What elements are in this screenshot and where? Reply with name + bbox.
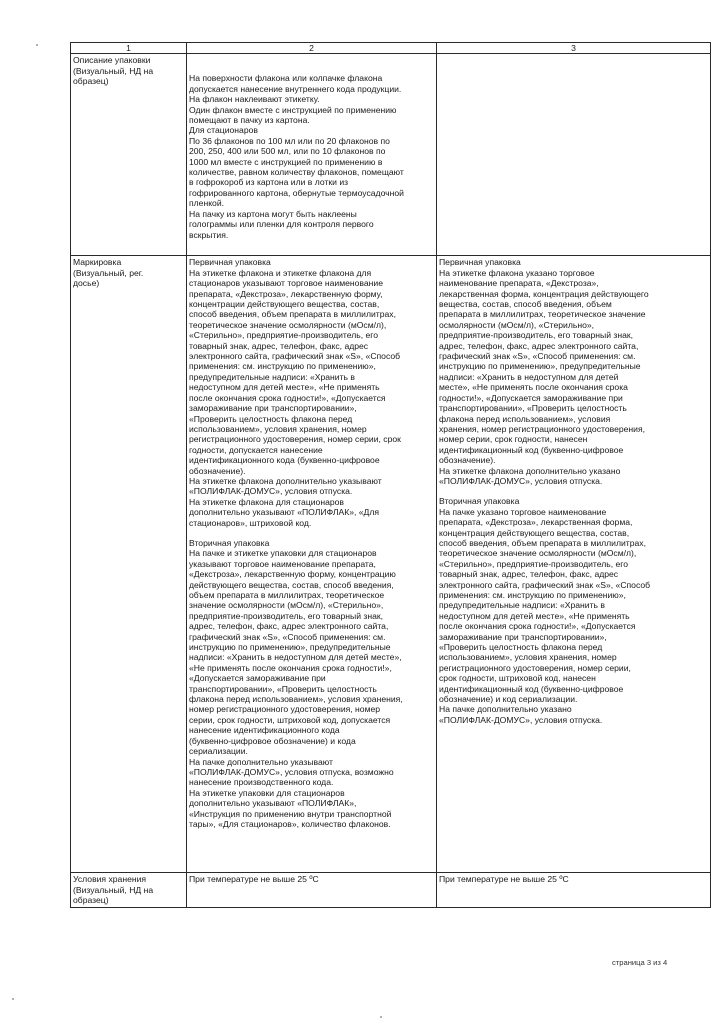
table-row-marking [71, 256, 711, 873]
text-line: указывают торговое наименование препарата, [189, 558, 376, 569]
text-line: На пачку из картона могут быть наклеены [189, 208, 357, 219]
text-line: На пачке дополнительно указывают [189, 756, 333, 767]
text-line: стационаров», штриховой код. [189, 517, 312, 528]
text-line: Вторичная упаковка [189, 537, 270, 548]
text-line: лекарственная форма, концентрация действующего [439, 288, 649, 299]
text-line: адрес, телефон, факс, адрес электронного сайта, [439, 340, 639, 351]
text-line: замораживание при транспортировании», [439, 631, 607, 642]
text-line: замораживание при транспортировании», [189, 403, 357, 414]
text-line: «Декстроза», лекарственную форму, концентрацию [189, 569, 396, 580]
text-line: образец) [73, 76, 109, 87]
text-line: надписи: «Хранить в недоступном для детей месте», [189, 652, 402, 663]
text-line: обозначение). [439, 455, 496, 466]
text-line: «Проверить целостность флакона перед [189, 413, 353, 424]
text-line: (Визуальный, рег. [73, 267, 144, 278]
page-number: страница 3 из 4 [612, 958, 668, 967]
text-line: электронного сайта, графический знак «S», «Способ [439, 579, 651, 590]
text-line: электронного сайта, графический знак «S», «Способ [189, 351, 401, 362]
text-line: обозначение). [189, 465, 246, 476]
text-line: наименование препарата, «Декстроза», [439, 278, 599, 289]
text-line: предприятие-производитель, его товарный знак, [189, 610, 383, 621]
text-line: флакона перед использованием», условия хранения, [189, 694, 403, 705]
text-line: На флакон наклеивают этикетку. [189, 94, 320, 105]
marking-cell-col3 [437, 256, 711, 873]
text-line: На этикетке флакона дополнительно указано [439, 465, 621, 476]
text-line: после окончания срока годности!», «Допускается [439, 621, 636, 632]
text-line: «ПОЛИФЛАК-ДОМУС», условия отпуска. [439, 475, 603, 486]
text-line: вещества, состав, способ введения, объем [439, 299, 612, 310]
text-line: гофрированного картона, обернутые термоусадочной [189, 187, 404, 198]
text-line: По 36 флаконов по 100 мл или по 20 флаконов по [189, 135, 390, 146]
text-line: обозначение) и код сериализации. [439, 694, 578, 705]
text-line: товарный знак, адрес, телефон, факс, адрес [439, 569, 619, 580]
text-line: Условия хранения [73, 874, 147, 885]
storage-cell-col2: При температуре не выше 25 ºС [187, 873, 437, 907]
text-line: На этикетке флакона для стационаров [189, 496, 344, 507]
text-line: графический знак «S», «Способ применения: см. [189, 631, 386, 642]
text-line: концентрации действующего вещества, состав, [189, 299, 380, 310]
text-line: идентификационный код (буквенно-цифровое [439, 683, 624, 694]
text-line: сериализации. [189, 746, 248, 757]
text-line: препарата, «Декстроза», лекарственную форму, [189, 288, 383, 299]
text-line: использованием», условия хранения, номер [189, 423, 367, 434]
text-line: На этикетке флакона дополнительно указывают [189, 475, 382, 486]
text-line: номер серии, срок годности, нанесен [439, 434, 588, 445]
row-label [71, 54, 187, 256]
text-line: адрес, телефон, факс, адрес электронного сайта, [189, 621, 389, 632]
text-line: количестве, равном количеству флаконов, помещают [189, 167, 404, 178]
text-line: Для стационаров [189, 125, 258, 136]
packaging-description-cell [187, 54, 437, 256]
text-line: применения: см. инструкцию по применению», [439, 590, 626, 600]
text-line: препарата, «Декстроза», лекарственная форма, [439, 517, 633, 528]
text-line: «ПОЛИФЛАК-ДОМУС», условия отпуска. [189, 486, 353, 497]
text-line: идентификационный код (буквенно-цифровое [439, 444, 624, 455]
text-line: объем препарата в миллилитрах, теоретическое [189, 590, 385, 600]
marking-cell-col2 [187, 256, 437, 873]
text-line: 1000 мл вместе с инструкцией по применению в [189, 156, 383, 167]
text-line: нанесение производственного кода. [189, 777, 334, 788]
text-line: (Визуальный, НД на [73, 65, 154, 76]
text-line: вскрытия. [189, 229, 229, 240]
text-line: действующего вещества, состав, способ введения, [189, 579, 394, 590]
text-line: в гофрокороб из картона или в лотки из [189, 177, 349, 188]
text-line: товарный знак, адрес, телефон, факс, адрес [189, 340, 369, 351]
text-line: идентификационного кода (буквенно-цифровое [189, 455, 380, 466]
text-line: На этикетке упаковки для стационаров [189, 787, 345, 798]
text-line: голограммы или пленки для контроля первого [189, 219, 374, 230]
scan-speck [380, 1016, 382, 1018]
text-line: предупредительные надписи: «Хранить в [439, 600, 605, 611]
text-line: надписи: «Хранить в недоступном для детей [439, 371, 619, 382]
comparison-table [70, 42, 711, 908]
text-line: графический знак «S», «Способ применения: см. [439, 351, 636, 362]
text-line: На пачке и этикетке упаковки для стационаров [189, 548, 377, 559]
text-line: серии, срок годности, штриховой код, допускается [189, 714, 391, 725]
text-line: регистрационного удостоверения, номер серии, [439, 662, 631, 673]
text-line: (Визуальный, НД на [73, 884, 154, 895]
text-line: «ПОЛИФЛАК-ДОМУС», условия отпуска. [439, 714, 603, 725]
row-label [71, 256, 187, 873]
text-line: дополнительно указывают «ПОЛИФЛАК», [189, 798, 357, 809]
text-line: На поверхности флакона или колпачке флакона [189, 73, 383, 84]
text-line: «Проверить целостность флакона перед [439, 642, 603, 653]
text-line: регистрационного удостоверения, номер серии, срок [189, 434, 401, 445]
text-line: применения: см. инструкцию по применению», [189, 361, 376, 372]
text-line: стационаров указывают торговое наименование [189, 278, 383, 289]
text-line: Вторичная упаковка [439, 496, 520, 507]
text-line: флакона перед использованием», условия [439, 413, 611, 424]
text-line: недоступном для детей месте», «Не применять [439, 610, 630, 621]
header-cell-2: 2 [187, 43, 437, 54]
text-line: дополнительно указывают «ПОЛИФЛАК», «Для [189, 507, 380, 518]
text-line: препарата в миллилитрах, теоретическое значение [439, 309, 646, 320]
text-line: значение осмолярности (мОсм/л), «Стерильно», [189, 600, 384, 611]
text-line: годности, допускается нанесение [189, 444, 323, 455]
header-cell-3: 3 [437, 43, 711, 54]
text-line: способ введения, объем препарата в миллилитрах, [189, 309, 396, 320]
text-line: после окончания срока годности!», «Допускается [189, 392, 386, 403]
table-header-row [71, 43, 711, 54]
text-line: инструкцию по применению», предупредительные [439, 361, 641, 372]
text-line: годности!», «Допускается замораживание при [439, 392, 623, 403]
text-line: осмолярности (мОсм/л), «Стерильно», [439, 319, 595, 330]
text-line: использованием», условия хранения, номер [439, 652, 617, 663]
text-line: теоретическое значение осмолярности (мОсм/л), [439, 548, 637, 559]
table-row-storage [71, 873, 711, 907]
empty-cell [437, 54, 711, 256]
text-line: транспортировании», «Проверить целостность [439, 403, 627, 414]
text-line: «Стерильно», предприятие-производитель, его [189, 330, 378, 341]
table-row-packaging [71, 54, 711, 256]
text-line: хранения, номер регистрационного удостоверения, [439, 423, 646, 434]
text-line: концентрация действующего вещества, состав, [439, 527, 630, 538]
text-line: «Стерильно», предприятие-производитель, его [439, 558, 628, 569]
text-line: На этикетке флакона и этикетке флакона для [189, 267, 372, 278]
text-line: Описание упаковки [73, 55, 151, 66]
text-line: теоретическое значение осмолярности (мОсм/л), [189, 319, 387, 330]
text-line: «ПОЛИФЛАК-ДОМУС», условия отпуска, возможно [189, 766, 394, 777]
text-line: Первичная упаковка [189, 257, 271, 268]
text-line: (буквенно-цифровое обозначение) и кода [189, 735, 356, 746]
text-line: срок годности, штриховой код, нанесен [439, 673, 596, 684]
text-line: 200, 250, 400 или 500 мл, или по 10 флаконов по [189, 146, 386, 157]
storage-cell-col3: При температуре не выше 25 ºС [437, 873, 711, 907]
text-line: На пачке дополнительно указано [439, 704, 572, 715]
scan-speck [12, 998, 14, 1000]
text-line: образец) [73, 895, 109, 906]
text-line: транспортировании», «Проверить целостность [189, 683, 377, 694]
text-line: нанесение идентификационного кода [189, 725, 340, 736]
text-line: «Допускается замораживание при [189, 673, 326, 684]
text-line: номер регистрационного удостоверения, номер [189, 704, 381, 715]
text-line: предприятие-производитель, его товарный знак, [439, 330, 633, 341]
text-line: инструкцию по применению», предупредительные [189, 642, 391, 653]
text-line: На пачке указано торговое наименование [439, 506, 607, 517]
text-line: На этикетке флакона указано торговое [439, 267, 595, 278]
text-line: Один флакон вместе с инструкцией по применению [189, 104, 397, 115]
text-line: Маркировка [73, 257, 122, 268]
row-label [71, 873, 187, 907]
text-line: пленкой. [189, 198, 225, 209]
text-line: допускается нанесение внутреннего кода продукции. [189, 83, 402, 94]
text-line: предупредительные надписи: «Хранить в [189, 371, 355, 382]
scan-speck [36, 44, 38, 46]
header-cell-1: 1 [71, 43, 187, 54]
text-line: Первичная упаковка [439, 257, 521, 268]
text-line: помещают в пачку из картона. [189, 115, 310, 126]
text-line: тары», «Для стационаров», количество флаконов. [189, 818, 391, 829]
text-line: способ введения, объем препарата в миллилитрах, [439, 537, 646, 548]
text-line: недоступном для детей месте», «Не применять [189, 382, 380, 393]
text-line: досье) [73, 278, 100, 289]
text-line: месте», «Не применять после окончания срока [439, 382, 628, 393]
text-line: «Инструкция по применению внутри транспортной [189, 808, 392, 819]
text-line: «Не применять после окончания срока годности!», [189, 662, 392, 673]
